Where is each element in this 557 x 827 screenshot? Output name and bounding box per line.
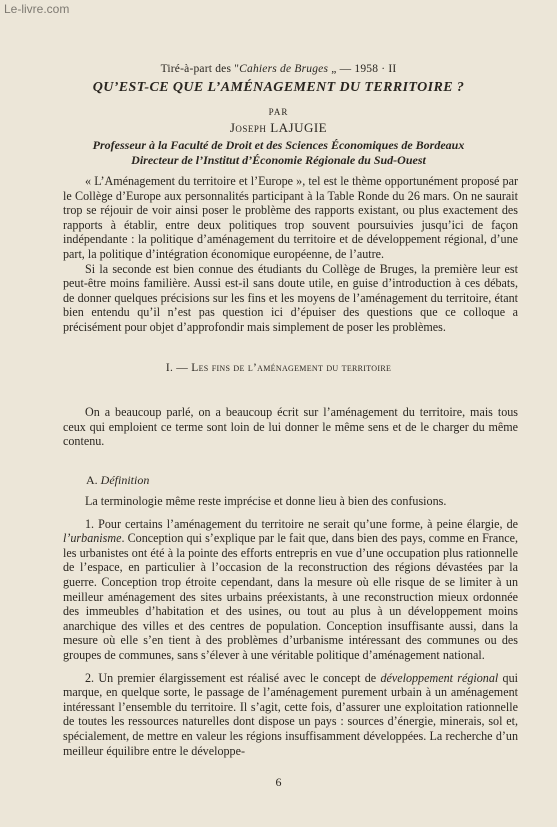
subsection-title: Définition [100,473,150,487]
author-first-name: Joseph [229,120,267,135]
section-title: Les fins de l’aménagement du territoire [191,362,392,374]
article-title: QU’EST-CE QUE L’AMÉNAGEMENT DU TERRITOIRE ? [92,80,465,95]
subsection-letter: A. [86,473,101,487]
section-intro [63,405,518,449]
header-prefix: Tiré-à-part des " [160,63,240,75]
page-number: 6 [275,775,282,789]
by-line-par: PAR [268,107,289,117]
author-last-name: LAJUGIE [270,120,328,135]
point-1-text: 1. Pour certains l’aménagement du territoire ne serait qu’une forme, à peine élargie, de [85,516,518,531]
header-suffix: „ — 1958 · II [328,63,397,75]
point-2-italic: développement régional [380,670,499,685]
affiliation-line: Professeur à la Faculté de Droit et des Sciences Économiques de Bordeaux [92,138,465,152]
point-1-italic: l’urbanisme [63,531,122,546]
point-1-paragraph [63,517,518,663]
section-number: I. — [165,362,192,374]
section-paragraph: On a beaucoup parlé, on a beaucoup écrit sur l’aménagement du territoire, mais tous ceux qui emploient ce terme sont loin de lui donner le même sens et de le charger du même contenu. [63,405,518,449]
subsection-heading [86,473,149,488]
point-2-paragraph [63,671,518,759]
intro-paragraph: Si la seconde est bien connue des étudiants du Collège de Bruges, la première leur est peut-être moins familière. Aussi est-il sans doute utile, en guise d’introduction à ces débats, de donner quelques précisions sur les fins et les moyens de l’aménagement du territoire, étant bien entendu qu’il n’est pas question ici d’épuiser des questions que ce colloque a précisément pour objet d’approfondir mais simplement de poser les problèmes. [63,261,518,334]
author-name [0,120,557,136]
definition-body [63,494,518,758]
intro-paragraph: « L’Aménagement du territoire et l’Europe », tel est le thème opportunément proposé par le Collège d’Europe aux personnalités participant à la Table Ronde du 26 mars. On ne saurait trop se réjouir de voir ainsi poser le problème des rapports existant, ou plus exactement des rapports à établir, entre deux politiques trop souvent poursuivies jusqu’ici de façon indépendante : la politique d’aménagement du territoire et de développement régional, d’une part, la politique d’intégration économique européenne, de l’autre. [63,174,518,261]
section-heading [0,362,557,374]
introduction [63,174,518,335]
point-2-text-cont: qui marque, en quelque sorte, le passage de l’aménagement purement urbain à un aménagement intéressant l’ensemble du territoire. Il s’agit, cette fois, d’assurer une exploitation rationnelle de toutes les ressources naturelles dont dispose un pays : sources d’énergie, minerais, sol et, spécialement, de mettre en valeur les régions insuffisamment développées. La recherche d’un meilleur équilibre entre le développe- [63,670,518,758]
watermark: Le-livre.com [4,2,70,16]
affiliation-line: Directeur de l’Institut d’Économie Régionale du Sud-Ouest [131,153,426,167]
journal-name: Cahiers de Bruges [239,63,329,75]
terminology-paragraph: La terminologie même reste imprécise et donne lieu à bien des confusions. [85,494,447,508]
author-affiliation [40,138,517,168]
offprint-header [0,63,557,75]
point-2-text: 2. Un premier élargissement est réalisé avec le concept de [85,670,381,685]
point-1-text-cont: . Conception qui s’explique par le fait que, dans bien des pays, comme en France, les urbanistes ont été à la pointe des efforts entrepris en vue d’une occupation plus rationnelle de l’espace, en particulier à l’occasion de la reconstruction des régions dévastées par la guerre. Conception trop étroite cependant, dans la mesure où elle risque de se limiter à un meilleur aménagement des sites urbains préexistants, à une reconstruction mieux ordonnée des immeubles d’habitation et des usines, ou tout au plus à un développement moins anarchique des villes et des centres de population. Conception insuffisante aussi, dans la mesure où elle s’en tient à des problèmes d’urbanisme intéressant des communes ou des groupes de communes, sans s’élever à une véritable politique d’aménagement national. [63,531,518,662]
